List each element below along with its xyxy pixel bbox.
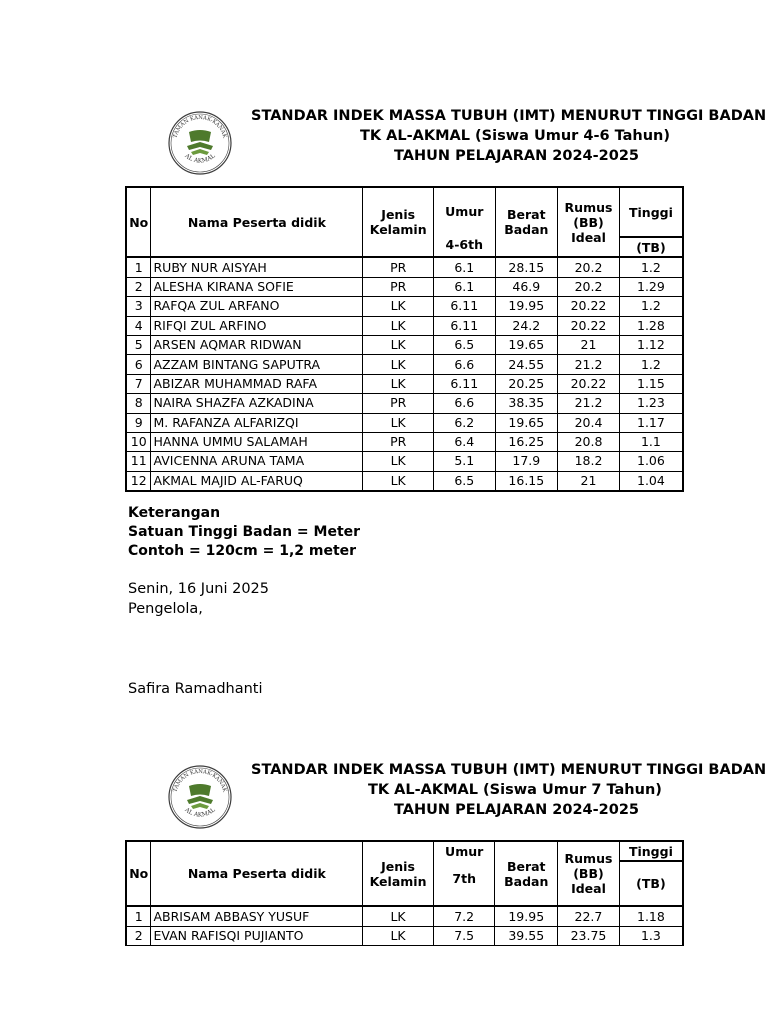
cell-rumus-bb-ideal: 22.7 <box>558 906 620 926</box>
cell-nama: NAIRA SHAZFA AZKADINA <box>151 394 363 413</box>
cell-berat-badan: 39.55 <box>495 926 558 945</box>
table-row <box>126 906 683 926</box>
header-jenis-2: Kelamin <box>369 222 427 238</box>
cell-rumus-bb-ideal: 23.75 <box>558 926 620 945</box>
header-jenis-1: Jenis <box>381 858 415 874</box>
table-row <box>126 452 683 471</box>
cell-no: 3 <box>126 297 151 316</box>
title-line-3: TAHUN PELAJARAN 2024-2025 <box>394 802 639 818</box>
table-row <box>126 277 683 296</box>
header-rumus-3: Ideal <box>571 881 606 897</box>
header-rumus-1: Rumus <box>564 851 613 867</box>
cell-nama: ARSEN AQMAR RIDWAN <box>151 335 363 354</box>
cell-no: 1 <box>126 906 151 926</box>
cell-umur: 6.11 <box>434 374 495 393</box>
cell-tinggi-badan: 1.15 <box>619 374 683 393</box>
header-rumus-2: (BB) <box>573 866 604 882</box>
table-row <box>126 297 683 316</box>
section-1 <box>0 0 767 500</box>
header-berat-badan <box>495 841 558 906</box>
logo-text-bottom: AL AKMAL <box>183 152 217 165</box>
cell-jenis-kelamin: LK <box>363 297 434 316</box>
cell-jenis-kelamin: LK <box>363 316 434 335</box>
signature-name: Safira Ramadhanti <box>128 681 263 697</box>
cell-rumus-bb-ideal: 20.2 <box>558 257 620 277</box>
cell-berat-badan: 24.2 <box>495 316 558 335</box>
cell-tinggi-badan: 1.17 <box>619 413 683 432</box>
cell-jenis-kelamin: PR <box>363 394 434 413</box>
note-satuan: Satuan Tinggi Badan = Meter <box>128 524 361 540</box>
cell-rumus-bb-ideal: 21.2 <box>558 394 620 413</box>
title-line-2: TK AL-AKMAL (Siswa Umur 4-6 Tahun) <box>360 128 671 144</box>
cell-berat-badan: 19.95 <box>495 297 558 316</box>
cell-no: 2 <box>126 277 151 296</box>
cell-nama: AVICENNA ARUNA TAMA <box>151 452 363 471</box>
header-berat-2: Badan <box>504 222 549 238</box>
cell-umur: 6.11 <box>434 297 495 316</box>
cell-nama: AZZAM BINTANG SAPUTRA <box>151 355 363 374</box>
cell-tinggi-badan: 1.04 <box>619 471 683 491</box>
header-umur <box>433 841 495 906</box>
title-line-3: TAHUN PELAJARAN 2024-2025 <box>394 148 639 164</box>
section-2 <box>0 750 767 1024</box>
cell-no: 6 <box>126 355 151 374</box>
header-nama: Nama Peserta didik <box>151 187 363 257</box>
cell-no: 2 <box>126 926 151 945</box>
cell-nama: RAFQA ZUL ARFANO <box>151 297 363 316</box>
imt-table <box>125 186 684 492</box>
cell-umur: 5.1 <box>434 452 495 471</box>
cell-berat-badan: 20.25 <box>495 374 558 393</box>
cell-umur: 6.4 <box>434 432 495 451</box>
cell-rumus-bb-ideal: 20.22 <box>558 297 620 316</box>
cell-no: 12 <box>126 471 151 491</box>
table-row <box>126 926 683 945</box>
cell-nama: ABRISAM ABBASY YUSUF <box>151 906 363 926</box>
cell-nama: HANNA UMMU SALAMAH <box>151 432 363 451</box>
school-logo <box>167 764 233 830</box>
table-header-row <box>126 187 683 237</box>
cell-jenis-kelamin: LK <box>363 335 434 354</box>
title-line-1: STANDAR INDEK MASSA TUBUH (IMT) MENURUT TINGGI BADAN <box>251 762 767 778</box>
cell-jenis-kelamin: LK <box>363 906 434 926</box>
table-row <box>126 374 683 393</box>
table-row <box>126 257 683 277</box>
cell-umur: 7.2 <box>433 906 495 926</box>
cell-tinggi-badan: 1.2 <box>619 257 683 277</box>
table-row <box>126 355 683 374</box>
note-contoh: Contoh = 120cm = 1,2 meter <box>128 543 357 559</box>
title-line-2: TK AL-AKMAL (Siswa Umur 7 Tahun) <box>368 782 662 798</box>
cell-no: 11 <box>126 452 151 471</box>
cell-berat-badan: 16.15 <box>495 471 558 491</box>
cell-tinggi-badan: 1.3 <box>619 926 683 945</box>
cell-no: 5 <box>126 335 151 354</box>
cell-berat-badan: 46.9 <box>495 277 558 296</box>
header-rumus <box>558 187 620 257</box>
header-no: No <box>126 841 151 906</box>
cell-no: 10 <box>126 432 151 451</box>
table-row <box>126 394 683 413</box>
header-rumus <box>558 841 620 906</box>
cell-nama: AKMAL MAJID AL-FARUQ <box>151 471 363 491</box>
cell-umur: 6.1 <box>434 277 495 296</box>
cell-berat-badan: 19.65 <box>495 413 558 432</box>
header-umur <box>434 187 495 257</box>
cell-tinggi-badan: 1.06 <box>619 452 683 471</box>
cell-rumus-bb-ideal: 20.2 <box>558 277 620 296</box>
cell-berat-badan: 16.25 <box>495 432 558 451</box>
cell-jenis-kelamin: LK <box>363 452 434 471</box>
header-jenis-1: Jenis <box>381 207 416 223</box>
cell-rumus-bb-ideal: 21 <box>558 335 620 354</box>
cell-berat-badan: 19.65 <box>495 335 558 354</box>
cell-nama: ALESHA KIRANA SOFIE <box>151 277 363 296</box>
cell-tinggi-badan: 1.28 <box>619 316 683 335</box>
table-row <box>126 335 683 354</box>
header-jenis-kelamin <box>363 187 434 257</box>
cell-rumus-bb-ideal: 21.2 <box>558 355 620 374</box>
table-row <box>126 471 683 491</box>
cell-no: 7 <box>126 374 151 393</box>
cell-jenis-kelamin: LK <box>363 926 434 945</box>
header-umur-2: 4-6th <box>445 237 484 252</box>
cell-no: 8 <box>126 394 151 413</box>
cell-umur: 6.1 <box>434 257 495 277</box>
header-umur-1: Umur <box>445 204 484 219</box>
cell-rumus-bb-ideal: 20.4 <box>558 413 620 432</box>
note-keterangan: Keterangan <box>128 505 221 521</box>
cell-jenis-kelamin: PR <box>363 432 434 451</box>
svg-text:AL AKMAL <box>183 152 217 165</box>
signature-role: Pengelola, <box>128 601 203 617</box>
cell-berat-badan: 19.95 <box>495 906 558 926</box>
cell-berat-badan: 17.9 <box>495 452 558 471</box>
cell-jenis-kelamin: PR <box>363 257 434 277</box>
cell-no: 9 <box>126 413 151 432</box>
header-no: No <box>126 187 151 257</box>
cell-nama: EVAN RAFISQI PUJIANTO <box>151 926 363 945</box>
header-tb: (TB) <box>619 237 683 257</box>
cell-jenis-kelamin: LK <box>363 374 434 393</box>
table-header-row <box>126 841 683 861</box>
cell-jenis-kelamin: PR <box>363 277 434 296</box>
imt-table <box>125 840 684 946</box>
table-row <box>126 413 683 432</box>
table-row <box>126 316 683 335</box>
cell-rumus-bb-ideal: 20.22 <box>558 374 620 393</box>
header-umur-2: 7th <box>452 871 476 886</box>
cell-umur: 7.5 <box>433 926 495 945</box>
header-rumus-1: Rumus <box>564 199 613 215</box>
cell-nama: RIFQI ZUL ARFINO <box>151 316 363 335</box>
cell-berat-badan: 28.15 <box>495 257 558 277</box>
cell-umur: 6.5 <box>434 335 495 354</box>
header-berat-badan <box>495 187 558 257</box>
cell-tinggi-badan: 1.2 <box>619 297 683 316</box>
header-berat-2: Badan <box>504 873 549 889</box>
cell-umur: 6.11 <box>434 316 495 335</box>
cell-jenis-kelamin: LK <box>363 413 434 432</box>
cell-nama: M. RAFANZA ALFARIZQI <box>151 413 363 432</box>
cell-rumus-bb-ideal: 21 <box>558 471 620 491</box>
logo-text-top: TAMAN KANAK-KANAK <box>172 768 228 793</box>
header-tb: (TB) <box>619 861 683 906</box>
cell-umur: 6.6 <box>434 394 495 413</box>
header-nama: Nama Peserta didik <box>151 841 363 906</box>
cell-jenis-kelamin: LK <box>363 471 434 491</box>
cell-tinggi-badan: 1.23 <box>619 394 683 413</box>
logo-text-top: TAMAN KANAK-KANAK <box>172 114 228 139</box>
cell-rumus-bb-ideal: 20.8 <box>558 432 620 451</box>
table-body <box>126 257 683 491</box>
cell-tinggi-badan: 1.18 <box>619 906 683 926</box>
cell-tinggi-badan: 1.29 <box>619 277 683 296</box>
school-logo <box>167 110 233 176</box>
cell-tinggi-badan: 1.12 <box>619 335 683 354</box>
cell-umur: 6.6 <box>434 355 495 374</box>
header-tinggi: Tinggi <box>619 841 683 861</box>
cell-tinggi-badan: 1.2 <box>619 355 683 374</box>
cell-nama: ABIZAR MUHAMMAD RAFA <box>151 374 363 393</box>
header-berat-1: Berat <box>506 858 546 874</box>
cell-berat-badan: 24.55 <box>495 355 558 374</box>
svg-text:AL AKMAL <box>183 806 217 819</box>
signature-date: Senin, 16 Juni 2025 <box>128 581 270 597</box>
header-rumus-2: (BB) <box>573 214 604 230</box>
cell-jenis-kelamin: LK <box>363 355 434 374</box>
cell-nama: RUBY NUR AISYAH <box>151 257 363 277</box>
header-berat-1: Berat <box>507 207 546 223</box>
table-body <box>126 906 683 945</box>
cell-tinggi-badan: 1.1 <box>619 432 683 451</box>
cell-umur: 6.5 <box>434 471 495 491</box>
table-row <box>126 432 683 451</box>
header-rumus-3: Ideal <box>571 229 606 245</box>
cell-umur: 6.2 <box>434 413 495 432</box>
logo-text-bottom: AL AKMAL <box>183 806 217 819</box>
cell-no: 4 <box>126 316 151 335</box>
cell-rumus-bb-ideal: 20.22 <box>558 316 620 335</box>
cell-no: 1 <box>126 257 151 277</box>
header-jenis-2: Kelamin <box>369 873 427 889</box>
cell-berat-badan: 38.35 <box>495 394 558 413</box>
header-umur-1: Umur <box>445 844 484 859</box>
title-line-1: STANDAR INDEK MASSA TUBUH (IMT) MENURUT TINGGI BADAN <box>251 108 767 124</box>
header-jenis-kelamin <box>363 841 434 906</box>
cell-rumus-bb-ideal: 18.2 <box>558 452 620 471</box>
header-tinggi: Tinggi <box>619 187 683 237</box>
